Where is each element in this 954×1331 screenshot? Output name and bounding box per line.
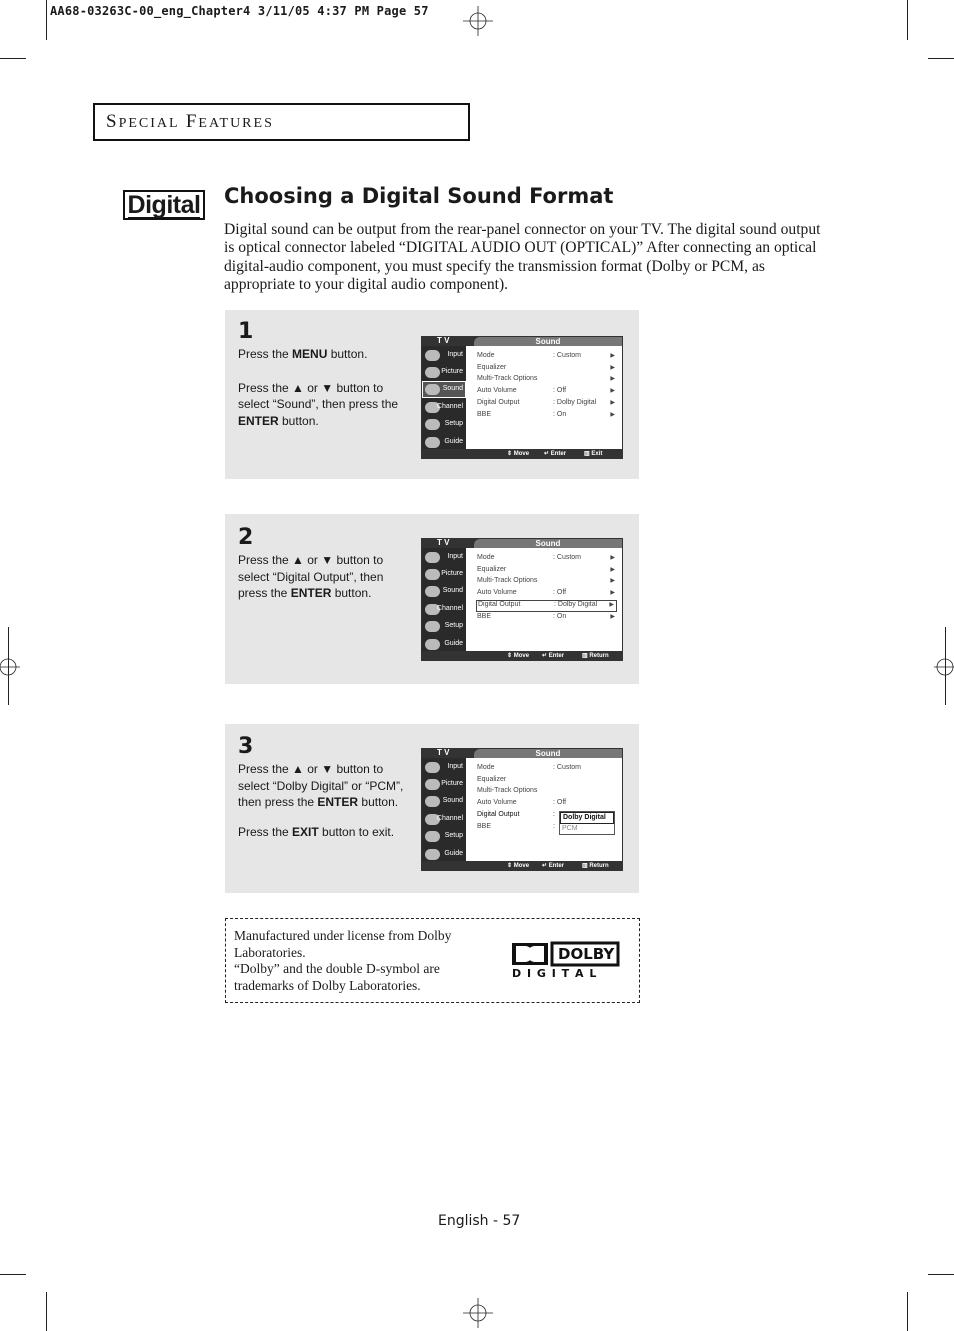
sound-icon	[425, 796, 440, 807]
registration-mark-icon	[934, 652, 954, 682]
tv-menu-screenshot: T V Sound Input Picture Sound Channel Setup Guide Mode : Custom Equalizer Multi-Track Options Auto Volume : Off Digital Output : BBE : Dolby Digital PCM ⇕ Move ↵ Enter ▥ Return	[421, 748, 623, 871]
step-number: 1	[238, 319, 254, 344]
registration-mark-icon	[463, 1298, 493, 1328]
tv-menu-screenshot: T V Sound Input Picture Sound Channel Setup Guide Mode : Custom ▶ Equalizer ▶ Multi-Track Options ▶ Auto Volume : Off ▶ Digital Output : Dolby Digital ▶ BBE : On ▶ ⇕ Move ↵ Enter ▥ Return	[421, 538, 623, 661]
setup-icon	[425, 831, 440, 842]
step-number: 2	[238, 525, 254, 550]
page-title: Choosing a Digital Sound Format	[224, 184, 614, 208]
picture-icon	[425, 569, 440, 580]
input-icon	[425, 762, 440, 773]
registration-mark-icon	[0, 652, 20, 682]
picture-icon	[425, 779, 440, 790]
step-instructions: Press the MENU button. Press the ▲ or ▼ button to select “Sound”, then press the ENTER button.	[238, 347, 399, 429]
step-panel-2	[225, 514, 639, 684]
guide-icon	[425, 849, 440, 860]
registration-mark-icon	[463, 6, 493, 36]
crop-mark	[928, 58, 954, 59]
crop-mark	[907, 1292, 908, 1331]
step-panel-3	[225, 724, 639, 893]
sound-icon	[425, 384, 440, 395]
page-number: English - 57	[438, 1213, 521, 1229]
dolby-license-note	[225, 918, 640, 1003]
setup-icon	[425, 621, 440, 632]
note-line: “Dolby” and the double D-symbol are trademarks of Dolby Laboratories.	[234, 961, 440, 993]
crop-mark	[8, 627, 9, 705]
step-instructions: Press the ▲ or ▼ button to select “Dolby Digital” or “PCM”, then press the ENTER button. Press the EXIT button to exit.	[238, 762, 404, 840]
guide-icon	[425, 437, 440, 448]
step-number: 3	[238, 734, 254, 759]
intro-paragraph: Digital sound can be output from the rear-panel connector on your TV. The digital sound output is optical connector labeled “DIGITAL AUDIO OUT (OPTICAL)” After connecting an optical digital-audio component, you must specify the transmission format (Dolby or PCM, as appropriate to your digital audio component).	[224, 221, 821, 293]
crop-mark	[46, 0, 47, 40]
crop-mark	[928, 1274, 954, 1275]
dolby-digital-logo: DOLBY D I G I T A L	[512, 940, 620, 980]
sound-icon	[425, 586, 440, 597]
crop-mark	[945, 627, 946, 705]
output-options-dropdown: Dolby Digital PCM	[559, 811, 615, 835]
setup-icon	[425, 419, 440, 430]
digital-badge: Digital	[123, 190, 205, 220]
note-line: Manufactured under license from Dolby Laboratories.	[234, 928, 452, 960]
picture-icon	[425, 367, 440, 378]
print-slug: AA68-03263C-00_eng_Chapter4 3/11/05 4:37 PM Page 57	[50, 4, 429, 18]
crop-mark	[907, 0, 908, 40]
input-icon	[425, 350, 440, 361]
crop-mark	[0, 1274, 26, 1275]
section-title: SPECIAL FEATURES	[106, 111, 274, 132]
tv-menu-screenshot: T V Sound Input Picture Sound Channel Setup Guide Mode : Custom ▶ Equalizer ▶ Multi-Track Options ▶ Auto Volume : Off ▶ Digital Output : Dolby Digital ▶ BBE : On ▶ ⇕ Move ↵ Enter ▥ Exit	[421, 336, 623, 459]
crop-mark	[0, 58, 26, 59]
step-instructions: Press the ▲ or ▼ button to select “Digital Output”, then press the ENTER button.	[238, 553, 384, 601]
crop-mark	[46, 1292, 47, 1331]
step-panel-1	[225, 310, 639, 479]
guide-icon	[425, 639, 440, 650]
input-icon	[425, 552, 440, 563]
